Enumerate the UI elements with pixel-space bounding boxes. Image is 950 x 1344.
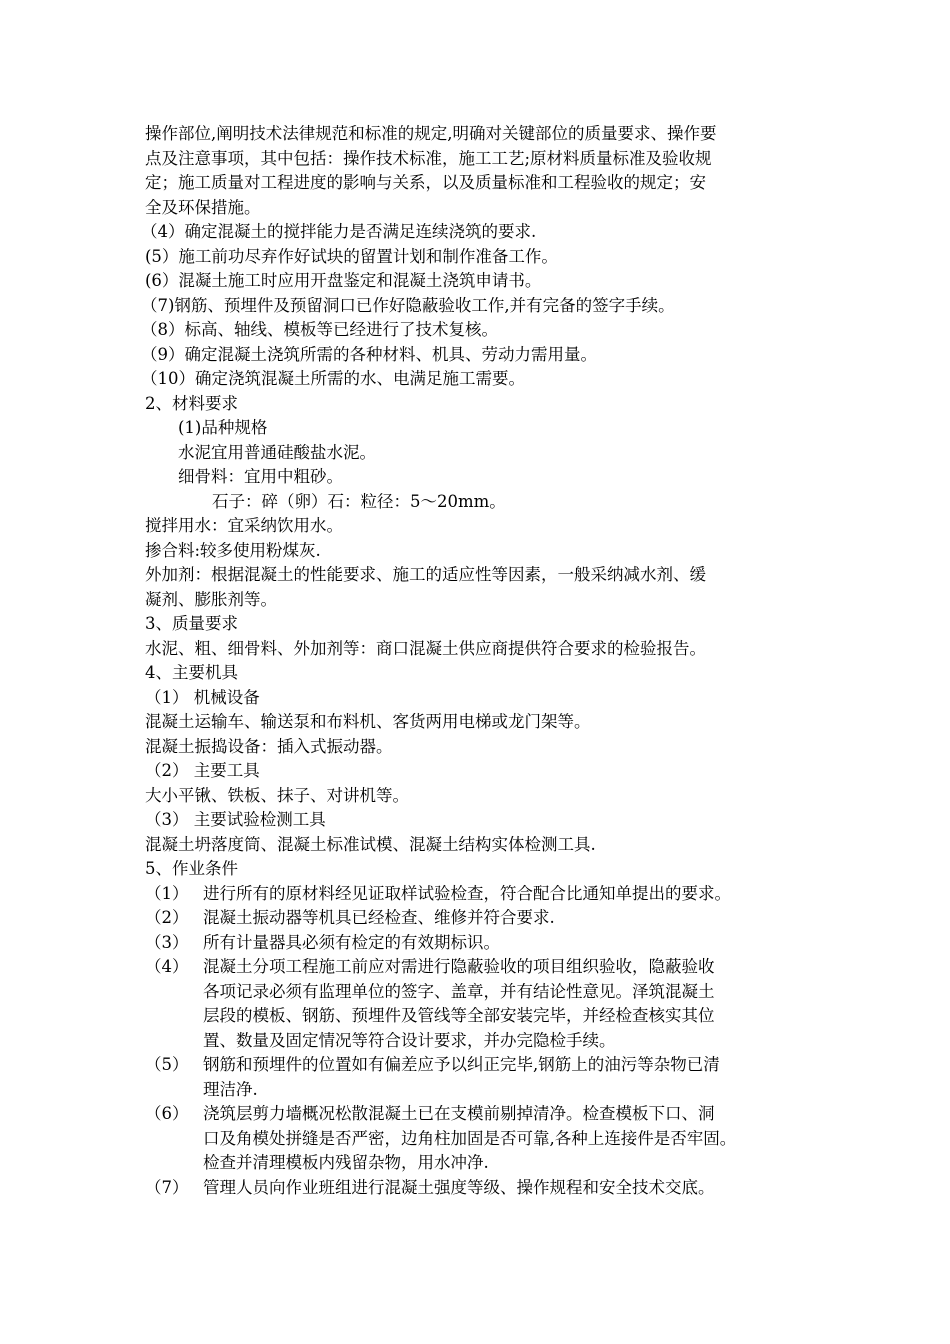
text-line: 石子：碎（卵）石：粒径：5～20mm。 bbox=[212, 491, 506, 511]
item-number: （5） bbox=[145, 1055, 189, 1074]
condition-item bbox=[145, 955, 825, 1053]
text-line: 混凝土运输车、输送泵和布料机、客货两用电梯或龙门架等。 bbox=[145, 712, 591, 731]
text-line: 混凝土振捣设备：插入式振动器。 bbox=[145, 736, 393, 756]
section-heading: 2、材料要求 bbox=[145, 393, 238, 413]
text-line: 凝剂、膨胀剂等。 bbox=[145, 589, 277, 609]
document-body bbox=[141, 122, 825, 1200]
text-line: 细骨料：宜用中粗砂。 bbox=[178, 467, 343, 486]
condition-item bbox=[145, 1102, 825, 1176]
intro-paragraph bbox=[145, 122, 825, 220]
text-line: 所有计量器具必须有检定的有效期标识。 bbox=[203, 932, 500, 952]
condition-item bbox=[145, 931, 825, 956]
section-heading: 4、主要机具 bbox=[145, 663, 238, 682]
text-line: 理洁净. bbox=[203, 1079, 258, 1099]
condition-item bbox=[145, 1053, 825, 1102]
subheading: （3） 主要试验检测工具 bbox=[145, 810, 326, 829]
text-line: 水泥、粗、细骨料、外加剂等：商口混凝土供应商提供符合要求的检验报告。 bbox=[145, 638, 706, 658]
section-quality bbox=[145, 612, 825, 661]
text-line: 置、数量及固定情况等符合设计要求，并办完隐检手续。 bbox=[203, 1030, 616, 1050]
text-line: 水泥宜用普通硅酸盐水泥。 bbox=[178, 442, 376, 462]
item-number: （7） bbox=[145, 1177, 189, 1197]
text-line: 搅拌用水：宜采纳饮用水。 bbox=[145, 516, 343, 535]
text-line: 外加剂：根据混凝土的性能要求、施工的适应性等因素，一般采纳减水剂、缓 bbox=[145, 565, 706, 584]
text-line: 大小平锹、铁板、抹子、对讲机等。 bbox=[145, 785, 409, 805]
section-heading: 3、质量要求 bbox=[145, 614, 238, 633]
prep-item: （9）确定混凝土浇筑所需的各种材料、机具、劳动力需用量。 bbox=[141, 344, 597, 364]
subheading: （1） 机械设备 bbox=[145, 687, 260, 707]
text-line: 掺合料:较多使用粉煤灰. bbox=[145, 540, 321, 560]
text-line: 口及角模处拼缝是否严密，边角柱加固是否可靠,各种上连接件是否牢固。 bbox=[203, 1128, 737, 1148]
prep-item: （4）确定混凝土的搅拌能力是否满足连续浇筑的要求. bbox=[141, 222, 537, 241]
text-line: 层段的模板、钢筋、预埋件及管线等全部安装完毕，并经检查核实其位 bbox=[203, 1006, 715, 1025]
item-number: （3） bbox=[145, 932, 189, 952]
text-line: 点及注意事项，其中包括：操作技术标准，施工工艺;原材料质量标准及验收规 bbox=[145, 148, 712, 168]
section-conditions bbox=[145, 857, 825, 1200]
text-line: 管理人员向作业班组进行混凝土强度等级、操作规程和安全技术交底。 bbox=[203, 1177, 715, 1197]
text-line: 混凝土坍落度筒、混凝土标准试模、混凝土结构实体检测工具. bbox=[145, 834, 596, 854]
section-heading: 5、作业条件 bbox=[145, 859, 238, 878]
condition-item bbox=[145, 882, 825, 907]
text-line: 检查并清理模板内残留杂物，用水冲净. bbox=[203, 1153, 489, 1172]
text-line: 各项记录必须有监理单位的签字、盖章，并有结论性意见。泽筑混凝土 bbox=[203, 981, 715, 1001]
text-line: 钢筋和预埋件的位置如有偏差应予以纠正完毕,钢筋上的油污等杂物已清 bbox=[203, 1055, 720, 1074]
text-line: 进行所有的原材料经见证取样试验检查，符合配合比通知单提出的要求。 bbox=[203, 883, 731, 903]
item-number: （2） bbox=[145, 908, 189, 927]
text-line: 混凝土分项工程施工前应对需进行隐蔽验收的项目组织验收，隐蔽验收 bbox=[203, 957, 715, 976]
prep-item: （10）确定浇筑混凝土所需的水、电满足施工需要。 bbox=[141, 369, 525, 388]
prep-item: （8）标高、轴线、模板等已经进行了技术复核。 bbox=[141, 320, 498, 339]
prep-item: (6）混凝土施工时应用开盘鉴定和混凝土浇筑申请书。 bbox=[145, 271, 542, 290]
text-line: 浇筑层剪力墙概况松散混凝土已在支模前剔掉清净。检查模板下口、洞 bbox=[203, 1104, 715, 1123]
text-line: 操作部位,阐明技术法律规范和标准的规定,明确对关键部位的质量要求、操作要 bbox=[145, 124, 717, 143]
preparation-list bbox=[141, 220, 825, 392]
item-number: （1） bbox=[145, 883, 189, 903]
section-materials bbox=[145, 392, 825, 613]
prep-item: (5）施工前功尽弃作好试块的留置计划和制作准备工作。 bbox=[145, 246, 558, 266]
subheading: （2） 主要工具 bbox=[145, 761, 260, 780]
text-line: 全及环保措施。 bbox=[145, 197, 261, 217]
section-equipment bbox=[145, 661, 825, 857]
subheading: (1)品种规格 bbox=[178, 418, 268, 437]
condition-item bbox=[145, 906, 825, 931]
text-line: 定；施工质量对工程进度的影响与关系，以及质量标准和工程验收的规定；安 bbox=[145, 173, 706, 192]
text-line: 混凝土振动器等机具已经检查、维修并符合要求. bbox=[203, 908, 555, 927]
item-number: （4） bbox=[145, 957, 189, 976]
condition-item bbox=[145, 1176, 825, 1201]
item-number: （6） bbox=[145, 1104, 189, 1123]
prep-item: （7)钢筋、预埋件及预留洞口已作好隐蔽验收工作,并有完备的签字手续。 bbox=[141, 295, 675, 315]
